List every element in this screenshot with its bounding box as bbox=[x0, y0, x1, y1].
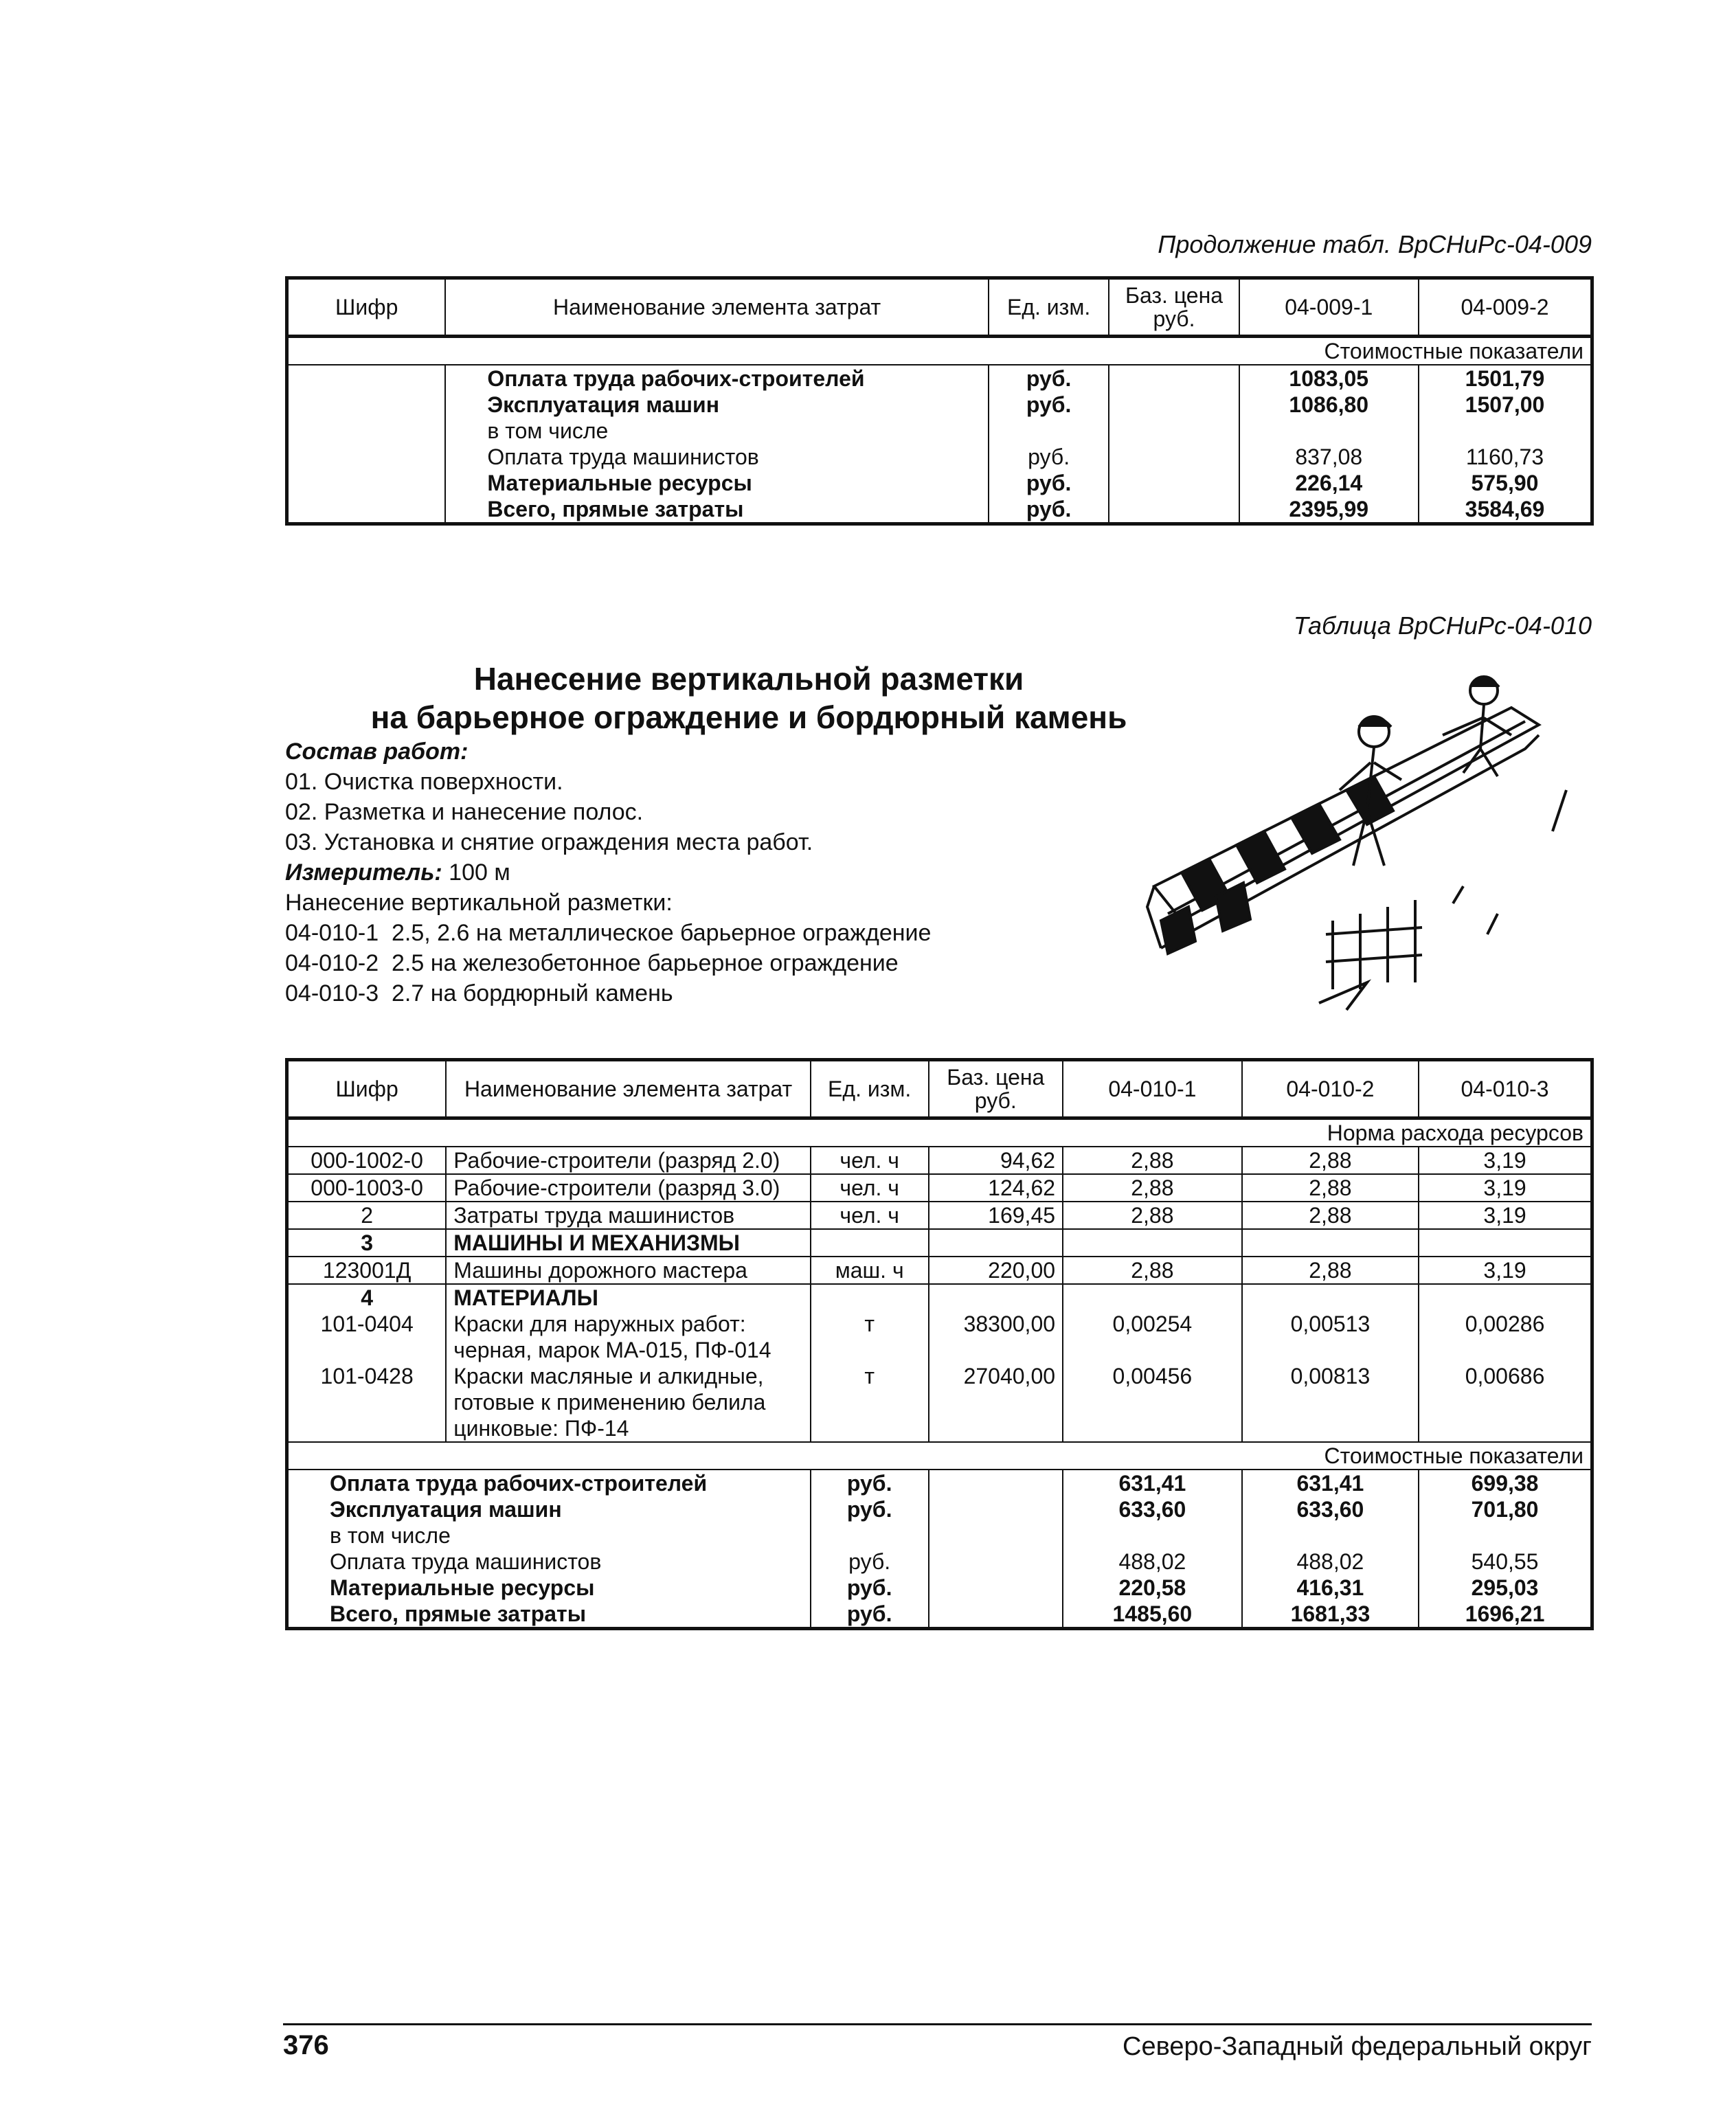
value-cell: 3584,69 bbox=[1419, 496, 1592, 524]
unit-cell bbox=[811, 1229, 929, 1257]
table-row bbox=[287, 1174, 1592, 1202]
cost-table-04-009 bbox=[285, 276, 1594, 526]
value-cell: 2,88 bbox=[1242, 1174, 1419, 1202]
row-name: МАШИНЫ И МЕХАНИЗМЫ bbox=[446, 1229, 811, 1257]
row-name: Рабочие-строители (разряд 2.0) bbox=[446, 1147, 811, 1174]
table-caption: Таблица ВрСНиРс-04-010 bbox=[1293, 611, 1592, 640]
value-cell: 699,38 bbox=[1419, 1470, 1592, 1496]
col-header-unit: Ед. изм. bbox=[989, 278, 1109, 337]
value-cell: 0,00456 bbox=[1063, 1363, 1242, 1442]
table-row bbox=[287, 1202, 1592, 1229]
col-header-code: Шифр bbox=[287, 278, 446, 337]
code-cell bbox=[287, 444, 446, 470]
value-cell: 540,55 bbox=[1419, 1549, 1592, 1575]
row-name: Оплата труда рабочих-строителей bbox=[445, 365, 988, 392]
unit-cell: руб. bbox=[811, 1549, 929, 1575]
unit-cell bbox=[989, 418, 1109, 444]
code-cell bbox=[287, 365, 446, 392]
code-cell bbox=[287, 496, 446, 524]
row-name: в том числе bbox=[445, 418, 988, 444]
value-cell: 2,88 bbox=[1063, 1202, 1242, 1229]
col-header-base-price: Баз. цена руб. bbox=[1109, 278, 1239, 337]
value-cell bbox=[1063, 1284, 1242, 1311]
table-row bbox=[287, 1601, 1592, 1629]
value-cell bbox=[1419, 418, 1592, 444]
base-price-cell bbox=[929, 1496, 1063, 1522]
col-header-04-010-2: 04-010-2 bbox=[1242, 1060, 1419, 1118]
col-header-name: Наименование элемента затрат bbox=[446, 1060, 811, 1118]
unit-cell: руб. bbox=[989, 365, 1109, 392]
unit-cell: руб. bbox=[811, 1575, 929, 1601]
apply-item: 04-010-1 2.5, 2.6 на металлическое барьерное ограждение bbox=[285, 920, 932, 946]
base-price-cell: 169,45 bbox=[929, 1202, 1063, 1229]
value-cell: 837,08 bbox=[1239, 444, 1419, 470]
row-name: в том числе bbox=[287, 1522, 811, 1549]
code-cell: 3 bbox=[287, 1229, 447, 1257]
row-name: Оплата труда машинистов bbox=[287, 1549, 811, 1575]
base-price-cell bbox=[1109, 444, 1239, 470]
value-cell: 2,88 bbox=[1242, 1257, 1419, 1284]
value-cell: 2,88 bbox=[1063, 1147, 1242, 1174]
table-row bbox=[287, 1575, 1592, 1601]
base-price-cell bbox=[929, 1575, 1063, 1601]
table-row bbox=[287, 444, 1592, 470]
value-cell: 2,88 bbox=[1242, 1147, 1419, 1174]
base-price-cell bbox=[1109, 470, 1239, 496]
value-cell: 1507,00 bbox=[1419, 392, 1592, 418]
apply-item: 04-010-2 2.5 на железобетонное барьерное ограждение bbox=[285, 950, 899, 976]
code-cell bbox=[287, 418, 446, 444]
row-name: Затраты труда машинистов bbox=[446, 1202, 811, 1229]
resource-table-04-010 bbox=[285, 1058, 1594, 1630]
row-name: Материальные ресурсы bbox=[445, 470, 988, 496]
base-price-cell: 94,62 bbox=[929, 1147, 1063, 1174]
value-cell: 0,00286 bbox=[1419, 1311, 1592, 1363]
value-cell bbox=[1242, 1229, 1419, 1257]
col-header-04-010-3: 04-010-3 bbox=[1419, 1060, 1592, 1118]
work-item: 03. Установка и снятие ограждения места работ. bbox=[285, 829, 813, 855]
value-cell bbox=[1419, 1284, 1592, 1311]
col-header-unit: Ед. изм. bbox=[811, 1060, 929, 1118]
value-cell bbox=[1242, 1284, 1419, 1311]
section-resource-norms: Норма расхода ресурсов bbox=[1242, 1118, 1592, 1147]
code-cell: 000-1003-0 bbox=[287, 1174, 447, 1202]
value-cell: 631,41 bbox=[1063, 1470, 1242, 1496]
value-cell: 3,19 bbox=[1419, 1202, 1592, 1229]
unit-cell: руб. bbox=[989, 470, 1109, 496]
unit-cell: руб. bbox=[989, 496, 1109, 524]
value-cell bbox=[1239, 418, 1419, 444]
meter-line bbox=[285, 857, 1109, 888]
value-cell bbox=[1063, 1522, 1242, 1549]
work-item: 02. Разметка и нанесение полос. bbox=[285, 799, 644, 825]
table-row bbox=[287, 1496, 1592, 1522]
col-header-base-price: Баз. цена руб. bbox=[929, 1060, 1063, 1118]
base-price-cell bbox=[929, 1284, 1063, 1311]
base-price-cell: 27040,00 bbox=[929, 1363, 1063, 1442]
base-price-cell bbox=[929, 1229, 1063, 1257]
value-cell: 3,19 bbox=[1419, 1257, 1592, 1284]
value-cell: 416,31 bbox=[1242, 1575, 1419, 1601]
row-name: Рабочие-строители (разряд 3.0) bbox=[446, 1174, 811, 1202]
row-name: МАТЕРИАЛЫ bbox=[446, 1284, 811, 1311]
table-row bbox=[287, 418, 1592, 444]
value-cell: 633,60 bbox=[1242, 1496, 1419, 1522]
base-price-cell bbox=[929, 1470, 1063, 1496]
apply-heading: Нанесение вертикальной разметки: bbox=[285, 890, 673, 916]
code-cell: 101-0428 bbox=[287, 1363, 447, 1442]
value-cell: 633,60 bbox=[1063, 1496, 1242, 1522]
value-cell: 1485,60 bbox=[1063, 1601, 1242, 1629]
meter-label: Измеритель: bbox=[285, 859, 442, 886]
col-header-code: Шифр bbox=[287, 1060, 447, 1118]
col-header-04-009-2: 04-009-2 bbox=[1419, 278, 1592, 337]
code-cell: 4 bbox=[287, 1284, 447, 1311]
title-line-1: Нанесение вертикальной разметки bbox=[473, 661, 1024, 697]
value-cell: 1083,05 bbox=[1239, 365, 1419, 392]
work-description bbox=[285, 736, 1109, 1009]
base-price-cell bbox=[1109, 365, 1239, 392]
base-price-cell bbox=[1109, 496, 1239, 524]
unit-cell: руб. bbox=[811, 1470, 929, 1496]
table-row bbox=[287, 1257, 1592, 1284]
code-cell bbox=[287, 470, 446, 496]
unit-cell: т bbox=[811, 1311, 929, 1363]
unit-cell bbox=[811, 1284, 929, 1311]
unit-cell: руб. bbox=[811, 1601, 929, 1629]
continuation-caption: Продолжение табл. ВрСНиРс-04-009 bbox=[1158, 230, 1592, 258]
table-row bbox=[287, 365, 1592, 392]
workers-painting-barrier-illustration bbox=[1140, 660, 1580, 1017]
unit-cell: чел. ч bbox=[811, 1202, 929, 1229]
row-name: Машины дорожного мастера bbox=[446, 1257, 811, 1284]
table-row bbox=[287, 1311, 1592, 1363]
row-name: Всего, прямые затраты bbox=[445, 496, 988, 524]
code-cell bbox=[287, 392, 446, 418]
section-cost-indicators: Стоимостные показатели bbox=[1239, 337, 1592, 365]
base-price-cell bbox=[929, 1601, 1063, 1629]
value-cell: 226,14 bbox=[1239, 470, 1419, 496]
base-price-cell: 220,00 bbox=[929, 1257, 1063, 1284]
row-name: Эксплуатация машин bbox=[445, 392, 988, 418]
value-cell bbox=[1242, 1522, 1419, 1549]
work-item: 01. Очистка поверхности. bbox=[285, 769, 563, 795]
table-row bbox=[287, 496, 1592, 524]
row-name: Оплата труда машинистов bbox=[445, 444, 988, 470]
value-cell: 2,88 bbox=[1063, 1257, 1242, 1284]
unit-cell: руб. bbox=[989, 444, 1109, 470]
value-cell bbox=[1419, 1522, 1592, 1549]
value-cell: 3,19 bbox=[1419, 1147, 1592, 1174]
region-name: Северо-Западный федеральный округ bbox=[1123, 2032, 1592, 2061]
base-price-cell bbox=[1109, 392, 1239, 418]
footer-rule bbox=[283, 2023, 1592, 2025]
unit-cell bbox=[811, 1522, 929, 1549]
value-cell bbox=[1063, 1229, 1242, 1257]
table-row bbox=[287, 1470, 1592, 1496]
value-cell: 0,00513 bbox=[1242, 1311, 1419, 1363]
value-cell: 295,03 bbox=[1419, 1575, 1592, 1601]
base-price-cell bbox=[929, 1549, 1063, 1575]
value-cell: 575,90 bbox=[1419, 470, 1592, 496]
row-name: Краски масляные и алкидные, готовые к применению белила цинковые: ПФ-14 bbox=[446, 1363, 811, 1442]
value-cell: 0,00686 bbox=[1419, 1363, 1592, 1442]
code-cell: 000-1002-0 bbox=[287, 1147, 447, 1174]
base-price-cell: 38300,00 bbox=[929, 1311, 1063, 1363]
base-price-cell: 124,62 bbox=[929, 1174, 1063, 1202]
unit-cell: чел. ч bbox=[811, 1174, 929, 1202]
value-cell: 2,88 bbox=[1242, 1202, 1419, 1229]
col-header-04-009-1: 04-009-1 bbox=[1239, 278, 1419, 337]
table-row bbox=[287, 1549, 1592, 1575]
table-row bbox=[287, 1284, 1592, 1311]
value-cell: 631,41 bbox=[1242, 1470, 1419, 1496]
table-row bbox=[287, 1147, 1592, 1174]
unit-cell: чел. ч bbox=[811, 1147, 929, 1174]
value-cell bbox=[1419, 1229, 1592, 1257]
value-cell: 2,88 bbox=[1063, 1174, 1242, 1202]
table-row bbox=[287, 1363, 1592, 1442]
title-line-2: на барьерное ограждение и бордюрный камень bbox=[370, 699, 1127, 735]
table-row bbox=[287, 392, 1592, 418]
value-cell: 0,00254 bbox=[1063, 1311, 1242, 1363]
value-cell: 1160,73 bbox=[1419, 444, 1592, 470]
row-name: Краски для наружных работ: черная, марок МА-015, ПФ-014 bbox=[446, 1311, 811, 1363]
value-cell: 488,02 bbox=[1063, 1549, 1242, 1575]
value-cell: 1086,80 bbox=[1239, 392, 1419, 418]
value-cell: 3,19 bbox=[1419, 1174, 1592, 1202]
meter-value: 100 м bbox=[442, 859, 510, 886]
value-cell: 701,80 bbox=[1419, 1496, 1592, 1522]
table-row bbox=[287, 1229, 1592, 1257]
value-cell: 0,00813 bbox=[1242, 1363, 1419, 1442]
row-name: Всего, прямые затраты bbox=[287, 1601, 811, 1629]
code-cell: 101-0404 bbox=[287, 1311, 447, 1363]
apply-item: 04-010-3 2.7 на бордюрный камень bbox=[285, 980, 673, 1006]
value-cell: 220,58 bbox=[1063, 1575, 1242, 1601]
work-composition-label: Состав работ: bbox=[285, 739, 469, 765]
col-header-name: Наименование элемента затрат bbox=[445, 278, 988, 337]
page-number: 376 bbox=[283, 2030, 329, 2060]
col-header-04-010-1: 04-010-1 bbox=[1063, 1060, 1242, 1118]
table-row bbox=[287, 470, 1592, 496]
value-cell: 1501,79 bbox=[1419, 365, 1592, 392]
table-row bbox=[287, 1522, 1592, 1549]
section-cost-indicators: Стоимостные показатели bbox=[1242, 1442, 1592, 1470]
row-name: Эксплуатация машин bbox=[287, 1496, 811, 1522]
section-title bbox=[289, 660, 1209, 736]
value-cell: 1681,33 bbox=[1242, 1601, 1419, 1629]
code-cell: 2 bbox=[287, 1202, 447, 1229]
unit-cell: руб. bbox=[811, 1496, 929, 1522]
row-name: Материальные ресурсы bbox=[287, 1575, 811, 1601]
row-name: Оплата труда рабочих-строителей bbox=[287, 1470, 811, 1496]
base-price-cell bbox=[1109, 418, 1239, 444]
unit-cell: маш. ч bbox=[811, 1257, 929, 1284]
value-cell: 488,02 bbox=[1242, 1549, 1419, 1575]
code-cell: 123001Д bbox=[287, 1257, 447, 1284]
unit-cell: руб. bbox=[989, 392, 1109, 418]
value-cell: 1696,21 bbox=[1419, 1601, 1592, 1629]
base-price-cell bbox=[929, 1522, 1063, 1549]
unit-cell: т bbox=[811, 1363, 929, 1442]
value-cell: 2395,99 bbox=[1239, 496, 1419, 524]
